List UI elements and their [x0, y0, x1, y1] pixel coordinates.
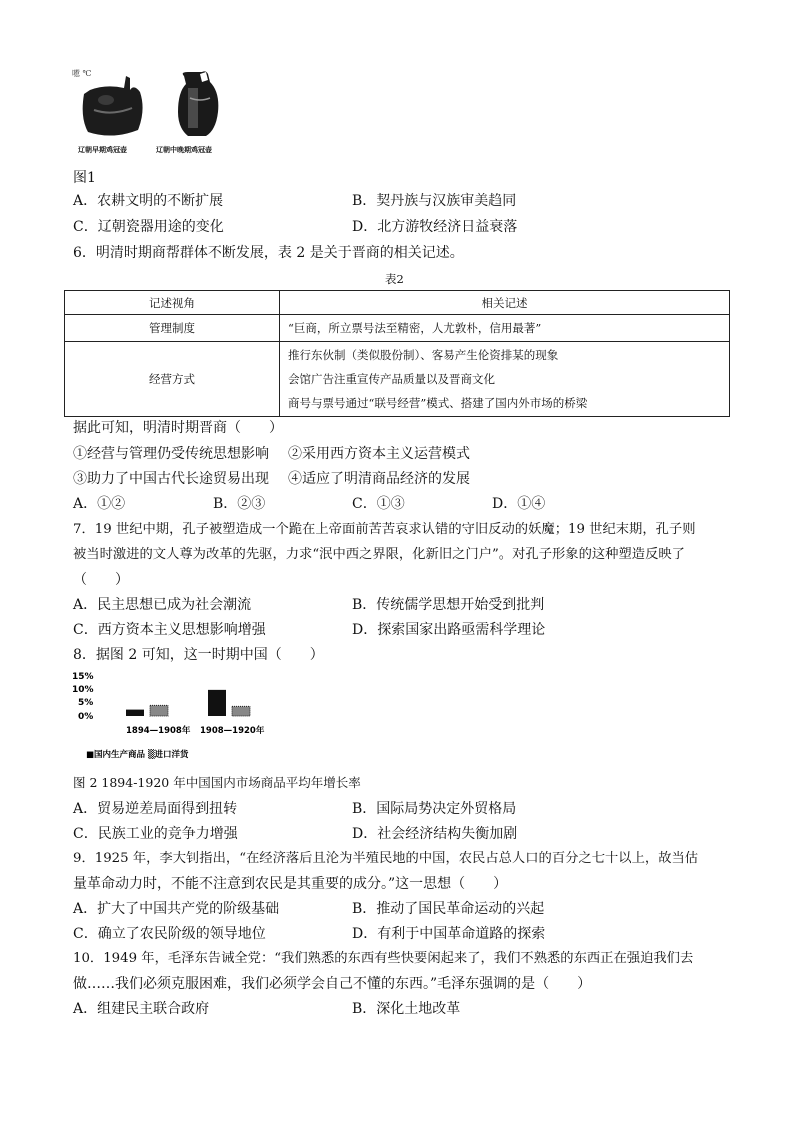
table-2: [64, 290, 730, 417]
table-cell-operation-text: [280, 342, 730, 417]
operation-line-2: 会馆广告注重宣传产品质量以及晋商文化: [288, 372, 495, 386]
q9-option-d: D．有利于中国革命道路的探索: [352, 926, 546, 942]
q9-option-a: A．扩大了中国共产党的阶级基础: [73, 901, 280, 917]
figure-1-label: 图1: [73, 170, 96, 186]
y-tick-5: 5%: [78, 698, 94, 708]
q6-prompt: 据此可知，明清时期晋商（ ）: [73, 420, 283, 436]
operation-line-3: 商号与票号通过“联号经营”模式、搭建了国内外市场的桥梁: [288, 396, 588, 410]
bar-domestic-1: [208, 690, 226, 716]
late-ewer-caption: 辽朝中晚期鸡冠壶: [156, 145, 212, 154]
q5-option-a: A．农耕文明的不断扩展: [73, 193, 224, 209]
figure-2-chart: [72, 666, 292, 766]
q7-stem-line-1: 7．19 世纪中期，孔子被塑造成一个跪在上帝面前苦苦哀求认错的守旧反动的妖魔；19 世纪末期，孔子则: [73, 522, 696, 537]
q7-stem-line-3: （ ）: [73, 572, 129, 588]
table-header-row: [65, 291, 730, 315]
figure-1: [70, 66, 240, 160]
chart-legend: ■国内生产商品 ▒进口洋货: [86, 750, 189, 760]
q10-stem-line-2: 做……我们必须克服困难，我们必须学会自己不懂的东西。”毛泽东强调的是（ ）: [73, 976, 592, 992]
q7-stem-line-2: 被当时激进的文人尊为改革的先驱，力求“泯中西之界限，化新旧之门户”。对孔子形象的这种塑造反映了: [73, 547, 685, 562]
q6-statement-4: ④适应了明清商品经济的发展: [288, 471, 470, 487]
q9-stem-line-2: 量革命动力时，不能不注意到农民是其重要的成分。”这一思想（ ）: [73, 876, 508, 892]
q6-option-a: A．①②: [73, 496, 126, 512]
early-ewer-image: [76, 70, 148, 140]
q5-option-d: D．北方游牧经济日益衰落: [352, 219, 518, 235]
late-ewer-image: [170, 68, 230, 140]
q8-stem: 8．据图 2 可知，这一时期中国（ ）: [73, 647, 324, 663]
figure-2-caption: 图 2 1894-1920 年中国国内市场商品平均年增长率: [73, 775, 361, 790]
y-tick-15: 15%: [72, 672, 94, 682]
q6-statement-2: ②采用西方资本主义运营模式: [288, 446, 470, 462]
bar-domestic-0: [126, 710, 144, 716]
q6-statement-1: ①经营与管理仍受传统思想影响: [73, 446, 269, 462]
table-cell-management-text: “巨商，所立票号法至精密，人尤敦朴，信用最著”: [280, 315, 730, 342]
y-tick-10: 10%: [72, 685, 94, 695]
q7-option-b: B．传统儒学思想开始受到批判: [352, 597, 545, 613]
q8-option-d: D．社会经济结构失衡加剧: [352, 826, 518, 842]
q6-option-d: D．①④: [492, 496, 546, 512]
q10-option-a: A．组建民主联合政府: [73, 1001, 210, 1017]
bar-import-0: [150, 705, 168, 716]
q9-option-c: C．确立了农民阶级的领导地位: [73, 926, 266, 942]
early-ewer-caption: 辽朝早期鸡冠壶: [78, 145, 127, 154]
table-cell-management: 管理制度: [65, 315, 280, 342]
q8-option-a: A．贸易逆差局面得到扭转: [73, 801, 238, 817]
table-header-left: 记述视角: [65, 291, 280, 315]
q10-option-b: B．深化土地改革: [352, 1001, 461, 1017]
q10-stem-line-1: 10．1949 年，毛泽东告诫全党：“我们熟悉的东西有些快要闲起来了，我们不熟悉的东西正在强迫我们去: [73, 951, 694, 966]
q6-stem: 6．明清时期商帮群体不断发展，表 2 是关于晋商的相关记述。: [73, 245, 464, 261]
q6-statement-3: ③助力了中国古代长途贸易出现: [73, 471, 269, 487]
figure-1-corner-text: 㘃 ℃: [72, 69, 92, 78]
x-label-1908-1920: 1908—1920年: [200, 726, 265, 736]
q5-option-b: B．契丹族与汉族审美趋同: [352, 193, 517, 209]
q6-option-c: C．①③: [352, 496, 405, 512]
y-tick-0: 0%: [78, 712, 94, 722]
table-row: [65, 315, 730, 342]
q8-option-c: C．民族工业的竞争力增强: [73, 826, 238, 842]
q7-option-d: D．探索国家出路亟需科学理论: [352, 622, 546, 638]
table-2-title: 表2: [385, 272, 404, 286]
bar-import-1: [232, 706, 250, 716]
q7-option-a: A．民主思想已成为社会潮流: [73, 597, 252, 613]
x-label-1894-1908: 1894—1908年: [126, 726, 191, 736]
q8-option-b: B．国际局势决定外贸格局: [352, 801, 517, 817]
q7-option-c: C．西方资本主义思想影响增强: [73, 622, 266, 638]
table-cell-operation: 经营方式: [65, 342, 280, 417]
operation-line-1: 推行东伙制（类似股份制）、客易产生伦资排某的现象: [288, 348, 559, 362]
table-header-right: 相关记述: [280, 291, 730, 315]
q9-stem-line-1: 9．1925 年，李大钊指出，“在经济落后且沦为半殖民地的中国，农民占总人口的百分之七十以上，故当估: [73, 851, 699, 866]
q9-option-b: B．推动了国民革命运动的兴起: [352, 901, 545, 917]
table-row: [65, 342, 730, 417]
q5-option-c: C．辽朝瓷器用途的变化: [73, 219, 224, 235]
q6-option-b: B．②③: [213, 496, 266, 512]
